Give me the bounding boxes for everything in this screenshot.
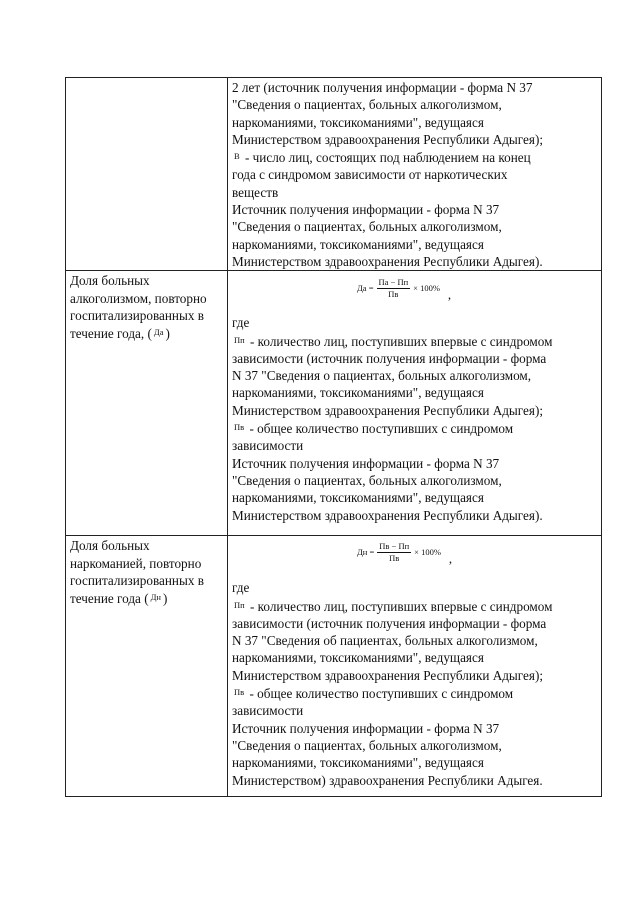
indicator-name-line: госпитализированных в xyxy=(70,307,204,323)
text-line: зависимости (источник получения информации - форма xyxy=(232,350,547,366)
text-line: зависимости (источник получения информации - форма xyxy=(232,615,547,631)
indicator-name-text: ) xyxy=(162,591,168,607)
formula-trailing: , xyxy=(447,286,452,302)
text-line: наркоманиями, токсикоманиями", ведущаяся xyxy=(232,490,484,506)
text-line: наркоманиями, токсикоманиями", ведущаяся xyxy=(232,236,484,252)
symbol-definition xyxy=(232,148,596,166)
text-line: N 37 "Сведения о пациентах, больных алкоголизмом, xyxy=(232,368,532,384)
indicator-name-cell xyxy=(66,78,228,271)
indicator-name-line: наркоманией, повторно xyxy=(70,555,202,571)
symbol-definition-text: - число лиц, состоящих под наблюдением на конец xyxy=(241,150,531,166)
symbol-pv: Пв xyxy=(234,687,245,698)
symbol-definition xyxy=(232,419,596,437)
formula-multiplier: × 100% xyxy=(414,547,441,558)
indicator-name-line: Доля больных xyxy=(70,273,150,289)
text-line: наркоманиями, токсикоманиями", ведущаяся xyxy=(232,650,484,666)
formula-denominator: Пв xyxy=(388,288,399,299)
text-line: N 37 "Сведения об пациентах, больных алкоголизмом, xyxy=(232,633,538,649)
text-line: наркоманиями, токсикоманиями", ведущаяся xyxy=(232,755,484,771)
text-line: Министерством здравоохранения Республики Адыгея). xyxy=(232,253,543,269)
table-row xyxy=(66,536,602,797)
text-line: зависимости xyxy=(232,438,304,454)
indicator-name-cell xyxy=(66,536,228,797)
text-line: Министерством здравоохранения Республики Адыгея); xyxy=(232,131,544,147)
indicator-name-cell xyxy=(66,271,228,536)
indicator-name-line xyxy=(70,589,222,607)
indicator-name-text: течение года ( xyxy=(70,591,149,607)
calculation-cell xyxy=(228,78,602,271)
text-line: Министерством здравоохранения Республики Адыгея); xyxy=(232,667,544,683)
formula xyxy=(357,277,596,302)
text-line: зависимости xyxy=(232,703,304,719)
text-line: Министерством) здравоохранения Республики Адыгея. xyxy=(232,772,543,788)
text-line: Источник получения информации - форма N 37 xyxy=(232,455,500,471)
symbol-definition-text: - количество лиц, поступивших впервые с синдромом xyxy=(246,598,553,614)
symbol-definition-text: - общее количество поступивших с синдромом xyxy=(246,421,514,437)
indicator-name-text: ) xyxy=(165,326,170,342)
symbol-definition-text: - количество лиц, поступивших впервые с синдромом xyxy=(246,333,553,349)
where-label: где xyxy=(232,580,250,596)
formula-numerator: Пв − Пп xyxy=(379,541,410,552)
indicator-symbol: Да xyxy=(153,327,164,338)
symbol-pp: Пп xyxy=(234,334,245,345)
indicator-symbol: Дн xyxy=(150,592,161,603)
text-line: наркоманиями, токсикоманиями", ведущаяся xyxy=(232,385,484,401)
text-line: "Сведения о пациентах, больных алкоголизмом, xyxy=(232,737,502,753)
text-line: "Сведения о пациентах, больных алкоголизмом, xyxy=(232,219,502,235)
symbol-definition xyxy=(232,597,596,615)
text-line: Министерством здравоохранения Республики Адыгея); xyxy=(232,402,544,418)
indicator-name-line xyxy=(70,324,222,342)
table-row xyxy=(66,78,602,271)
formula-multiplier: × 100% xyxy=(413,283,440,294)
indicator-name-text: течение года, ( xyxy=(70,326,152,342)
text-line: 2 лет (источник получения информации - форма N 37 xyxy=(232,80,533,95)
indicator-name-line: алкоголизмом, повторно xyxy=(70,290,207,306)
symbol-definition-text: - общее количество поступивших с синдромом xyxy=(246,686,514,702)
symbol-pv: Пв xyxy=(234,422,245,433)
calculation-cell xyxy=(228,536,602,797)
text-line: Источник получения информации - форма N 37 xyxy=(232,202,500,218)
symbol-pp: Пп xyxy=(234,599,245,610)
indicator-name-line: госпитализированных в xyxy=(70,572,204,588)
text-line: "Сведения о пациентах, больных алкоголизмом, xyxy=(232,97,502,113)
text-line: Источник получения информации - форма N 37 xyxy=(232,720,500,736)
text-line: "Сведения о пациентах, больных алкоголизмом, xyxy=(232,472,502,488)
indicator-name-line: Доля больных xyxy=(70,538,150,554)
text-line: наркоманиями, токсикоманиями", ведущаяся xyxy=(232,114,484,130)
symbol-definition xyxy=(232,332,596,350)
formula-lhs: Да = xyxy=(357,283,374,294)
text-line: веществ xyxy=(232,184,279,200)
text-line: Министерством здравоохранения Республики Адыгея). xyxy=(232,507,543,523)
spacer xyxy=(232,562,596,579)
indicator-table xyxy=(65,77,602,797)
formula-fraction xyxy=(377,278,411,298)
formula-trailing: , xyxy=(448,550,453,566)
table-row xyxy=(66,271,602,536)
formula-fraction xyxy=(377,542,411,562)
formula-denominator: Пв xyxy=(389,552,400,563)
formula-numerator: Па − Пп xyxy=(378,277,409,288)
text-line: года с синдромом зависимости от наркотических xyxy=(232,167,508,183)
symbol-v: В xyxy=(234,151,240,162)
where-label: где xyxy=(232,315,250,331)
symbol-definition xyxy=(232,684,596,702)
formula-lhs: Дн = xyxy=(357,547,375,558)
formula xyxy=(357,541,596,566)
calculation-cell xyxy=(228,271,602,536)
spacer xyxy=(232,298,596,314)
